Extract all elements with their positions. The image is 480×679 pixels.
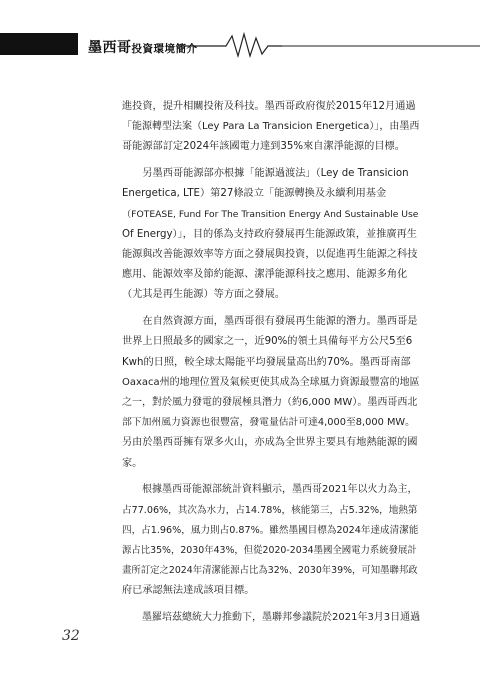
text-line: 之一，對於風力發電的發展極具潛力（約6,000 MW）。墨西哥西北 <box>122 397 418 409</box>
paragraph <box>122 97 420 158</box>
text-line: 府已承認無法達成該項目標。 <box>122 585 255 597</box>
text-line: （FOTEASE, Fund For The Transition Energy And Sustainable Use <box>122 208 419 220</box>
chapter-title <box>88 37 198 57</box>
paragraph <box>122 164 420 305</box>
paragraph <box>122 312 420 474</box>
paragraph <box>122 480 420 601</box>
text-line: 進投資，提升相關投術及科技。墨西哥政府復於2015年12月通過 <box>122 101 416 112</box>
text-line: 墨羅培茲總統大力推動下，墨聯邦參議院於2021年3月3日通過 <box>142 612 421 624</box>
text-line: 另墨西哥能源部亦根據「能源過渡法」（Ley de Transicion <box>142 168 409 180</box>
text-line: 畫所訂定之2024年清潔能源占比為32%、2030年39%，可知墨聯邦政 <box>122 565 418 577</box>
text-line: 占77.06%，其次為水力，占14.78%，核能第三，占5.32%，地熱第 <box>122 504 418 516</box>
text-line: 四，占1.96%，風力則占0.87%。雖然墨國目標為2024年達成清潔能 <box>122 524 419 536</box>
text-line: 根據墨西哥能源部統計資料顯示，墨西哥2021年以火力為主， <box>142 484 418 496</box>
body-text <box>122 97 420 635</box>
text-line: 家。 <box>122 457 143 469</box>
text-line: （尤其是再生能源）等方面之發展。 <box>122 289 285 301</box>
heartbeat-line-icon <box>0 30 480 60</box>
text-line: 哥能源部訂定2024年該國電力達到35%來自潔淨能源的目標。 <box>122 141 405 153</box>
text-line: Kwh的日照，較全球太陽能平均發展量高出約70%。墨西哥南部 <box>122 356 411 368</box>
text-line: 能源與改善能源效率等方面之發展與投資，以促進再生能源之科技 <box>122 249 418 261</box>
paragraph <box>122 608 420 628</box>
text-line: 部下加州風力資源也很豐富，發電量估計可達4,000至8,000 MW。 <box>122 417 415 429</box>
text-line: 源占比35%，2030年43%，但從2020-2034墨國全國電力系統發展計 <box>122 545 417 557</box>
text-line: Energetica, LTE）第27條設立「能源轉換及永續利用基金 <box>122 188 387 200</box>
text-line: 另由於墨西哥擁有眾多火山，亦成為全世界主要具有地熱能源的國 <box>122 437 418 449</box>
text-line: Oaxaca州的地理位置及氣候更使其成為全球風力資源最豐富的地區 <box>122 376 420 388</box>
chapter-header <box>0 30 480 60</box>
page-number: 32 <box>62 628 80 644</box>
chapter-title-main: 墨西哥 <box>88 40 132 56</box>
text-line: 世界上日照最多的國家之一，近90%的領土具備每平方公尺5至6 <box>122 336 413 348</box>
text-line: 在自然資源方面，墨西哥很有發展再生能源的潛力。墨西哥是 <box>142 316 418 328</box>
chapter-title-sub: 投資環境簡介 <box>131 43 198 55</box>
text-line: Of Energy）」，目的係為支持政府發展再生能源政策，並推廣再生 <box>122 228 417 240</box>
text-line: 「能源轉型法案（Ley Para La Transicion Energetica）」，由墨西 <box>122 121 420 133</box>
text-line: 應用、能源效率及節約能源、潔淨能源科技之應用、能源多角化 <box>122 269 408 281</box>
